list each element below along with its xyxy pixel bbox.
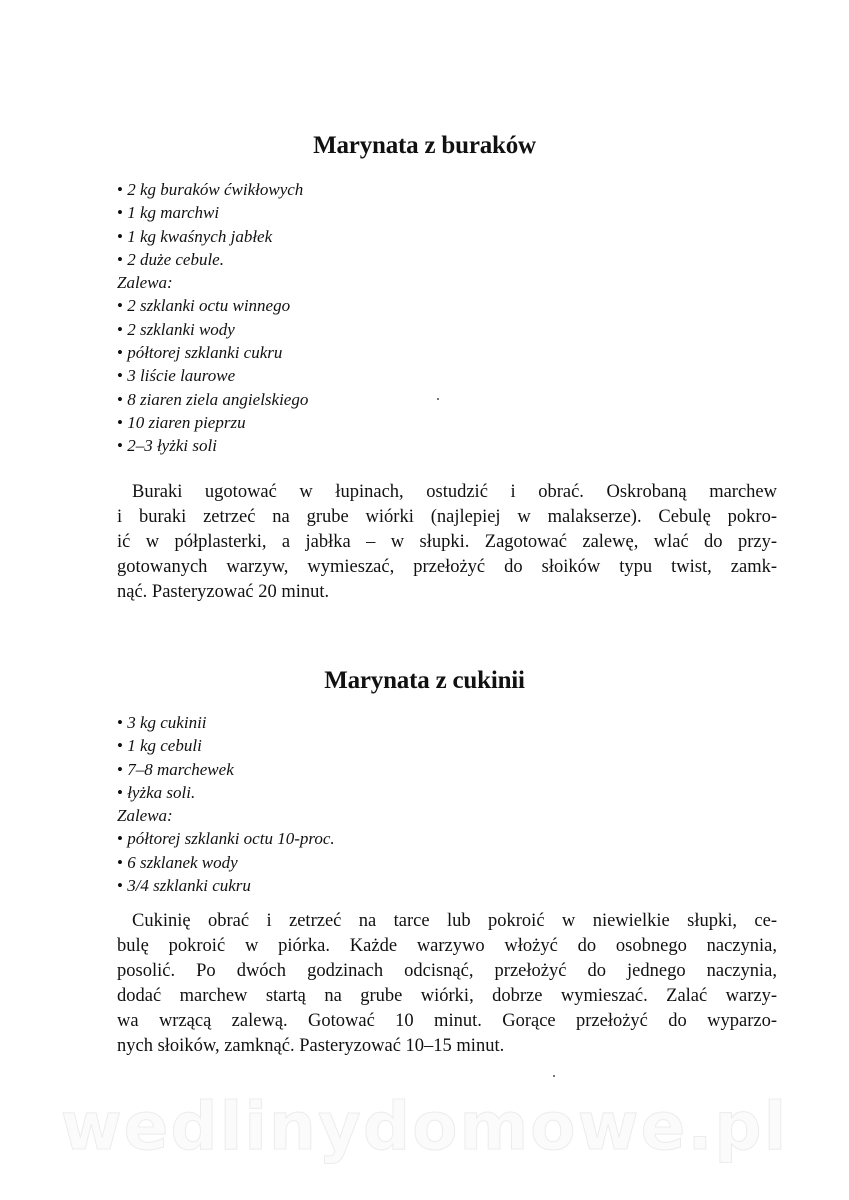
brine-ingredient: • 3 liście laurowe	[117, 364, 308, 387]
brine-label: Zalewa:	[117, 806, 173, 826]
instruction-line: bulę pokroić w piórka. Każde warzywo włożyć do osobnego naczynia,	[117, 936, 777, 956]
instruction-line: ić w półplasterki, a jabłka – w słupki. Zagotować zalewę, wlać do przy-	[117, 532, 777, 552]
ingredient: • 1 kg marchwi	[117, 201, 308, 224]
brine-ingredient: • 3/4 szklanki cukru	[117, 874, 335, 897]
brine-ingredient: • 2 szklanki octu winnego	[117, 294, 308, 317]
instructions	[117, 480, 777, 605]
ingredient: • 3 kg cukinii	[117, 711, 335, 734]
ingredient: • 1 kg cebuli	[117, 734, 335, 757]
brine-ingredient: • półtorej szklanki cukru	[117, 341, 308, 364]
ingredient: • 2 duże cebule.	[117, 248, 308, 271]
instruction-line: nąć. Pasteryzować 20 minut.	[117, 582, 330, 602]
ingredient: • 1 kg kwaśnych jabłek	[117, 225, 308, 248]
brine-ingredient: • półtorej szklanki octu 10-proc.	[117, 827, 335, 850]
instruction-line: dodać marchew startą na grube wiórki, dobrze wymieszać. Zalać warzy-	[117, 986, 777, 1006]
brine-ingredient: • 2–3 łyżki soli	[117, 434, 308, 457]
instruction-line: posolić. Po dwóch godzinach odcisnąć, przełożyć do jednego naczynia,	[117, 961, 777, 981]
scan-speck	[553, 1075, 555, 1077]
brine-ingredient: • 10 ziaren pieprzu	[117, 411, 308, 434]
brine-ingredient: • 8 ziaren ziela angielskiego	[117, 388, 308, 411]
brine-ingredient: • 2 szklanki wody	[117, 318, 308, 341]
ingredient: • 7–8 marchewek	[117, 758, 335, 781]
brine-label: Zalewa:	[117, 273, 173, 293]
instructions	[117, 909, 777, 1059]
instruction-line: Cukinię obrać i zetrzeć na tarce lub pokroić w niewielkie słupki, ce-	[132, 911, 777, 931]
instruction-line: Buraki ugotować w łupinach, ostudzić i obrać. Oskrobaną marchew	[132, 482, 777, 502]
watermark: wedlinydomowe.pl	[60, 1088, 789, 1165]
ingredient-list	[117, 711, 335, 897]
ingredient: • łyżka soli.	[117, 781, 335, 804]
instruction-line: i buraki zetrzeć na grube wiórki (najlepiej w malakserze). Cebulę pokro-	[117, 507, 777, 527]
instruction-line: gotowanych warzyw, wymieszać, przełożyć do słoików typu twist, zamk-	[117, 557, 777, 577]
recipe-title: Marynata z buraków	[313, 132, 536, 159]
recipe-title: Marynata z cukinii	[324, 667, 525, 694]
scan-speck	[437, 398, 439, 400]
ingredient-list	[117, 178, 308, 458]
instruction-line: wa wrzącą zalewą. Gotować 10 minut. Gorące przełożyć do wyparzo-	[117, 1011, 777, 1031]
brine-ingredient: • 6 szklanek wody	[117, 851, 335, 874]
ingredient: • 2 kg buraków ćwikłowych	[117, 178, 308, 201]
instruction-line: nych słoików, zamknąć. Pasteryzować 10–15 minut.	[117, 1036, 505, 1056]
